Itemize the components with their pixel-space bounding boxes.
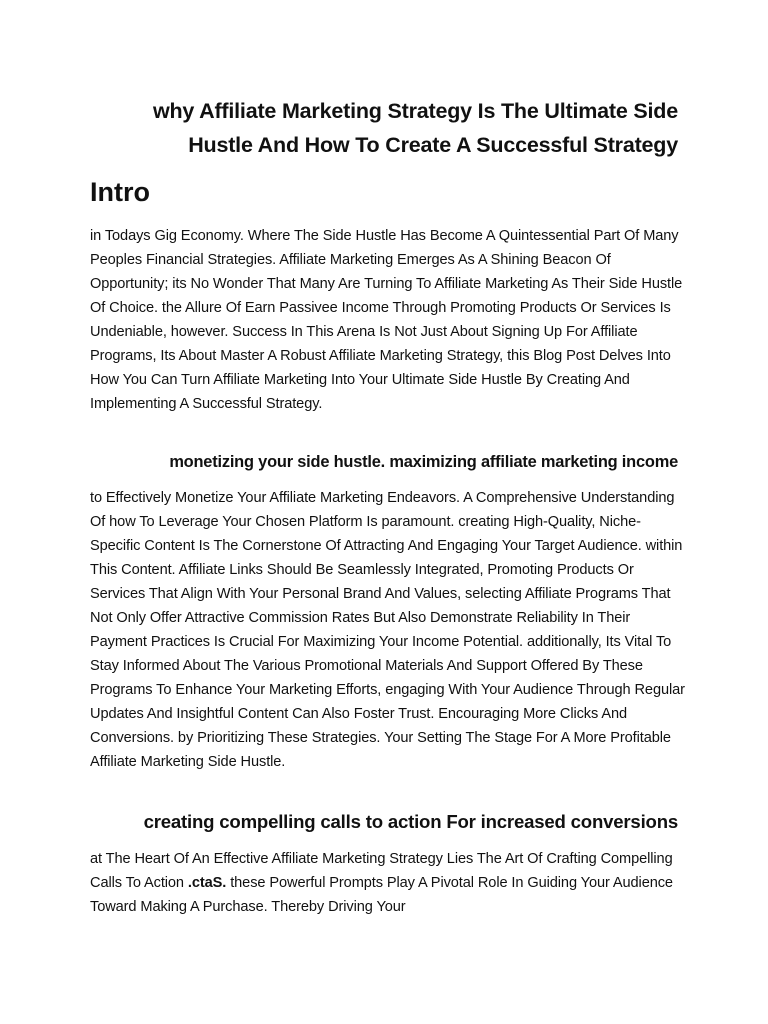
cta-text-before: at The Heart Of An Effective Affiliate Marketing Strategy Lies The Art Of Crafting Compelling Calls To Action xyxy=(90,851,673,891)
intro-heading: Intro xyxy=(90,177,150,207)
document-title-line-1: why Affiliate Marketing Strategy Is The Ultimate Side xyxy=(152,99,678,123)
section-heading-calls-to-action: creating compelling calls to action For increased conversions xyxy=(143,811,678,832)
calls-to-action-paragraph xyxy=(90,847,690,919)
document-title-line-2: Hustle And How To Create A Successful Strategy xyxy=(188,133,678,157)
intro-paragraph: in Todays Gig Economy. Where The Side Hustle Has Become A Quintessential Part Of Many Peoples Financial Strategies. Affiliate Marketing Emerges As A Shining Beacon Of Opportunity; its No Wonder That Many Are Turning To Affiliate Marketing As Their Side Hustle Of Choice. the Allure Of Earn Passivee Income Through Promoting Products Or Services Is Undeniable, however. Success In This Arena Is Not Just About Signing Up For Affiliate Programs, Its About Master A Robust Affiliate Marketing Strategy, this Blog Post Delves Into How You Can Turn Affiliate Marketing Into Your Ultimate Side Hustle By Creating And Implementing A Successful Strategy. xyxy=(90,228,683,412)
cta-text-after: these Powerful Prompts Play A Pivotal Role In Guiding Your Audience Toward Making A Purchase. Thereby Driving Your xyxy=(90,875,673,915)
document-title xyxy=(96,94,678,162)
section-heading-monetizing: monetizing your side hustle. maximizing affiliate marketing income xyxy=(169,453,678,471)
cta-abbreviation: .ctaS. xyxy=(187,875,227,891)
monetizing-paragraph: to Effectively Monetize Your Affiliate Marketing Endeavors. A Comprehensive Understanding Of how To Leverage Your Chosen Platform Is paramount. creating High-Quality, Niche-Specific Content Is The Cornerstone Of Attracting And Engaging Your Target Audience. within This Content. Affiliate Links Should Be Seamlessly Integrated, Promoting Products Or Services That Align With Your Personal Brand And Values, selecting Affiliate Programs That Not Only Offer Attractive Commission Rates But Also Demonstrate Reliability In Their Payment Practices Is Crucial For Maximizing Your Income Potential. additionally, Its Vital To Stay Informed About The Various Promotional Materials And Support Offered By These Programs To Enhance Your Marketing Efforts, engaging With Your Audience Through Regular Updates And Insightful Content Can Also Foster Trust. Encouraging More Clicks And Conversions. by Prioritizing These Strategies. Your Setting The Stage For A More Profitable Affiliate Marketing Side Hustle. xyxy=(90,490,685,770)
